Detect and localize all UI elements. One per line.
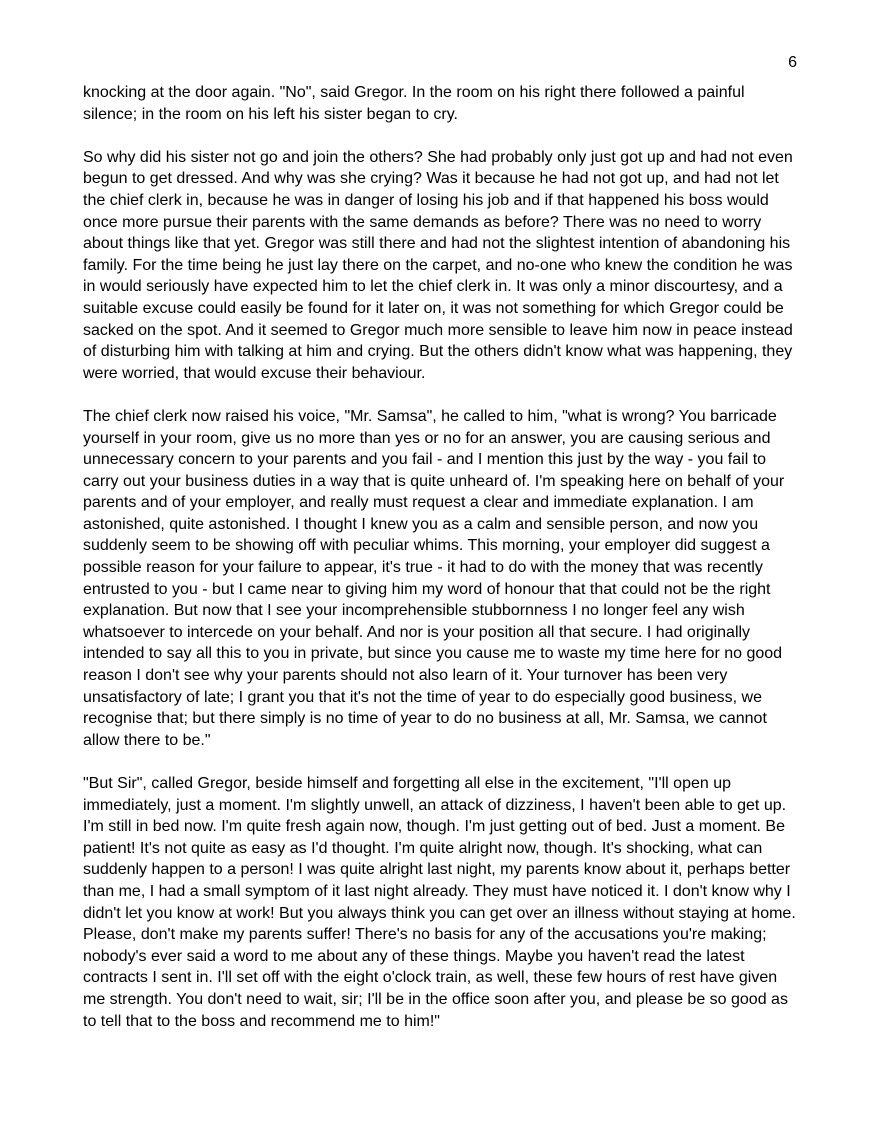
paragraph: knocking at the door again. "No", said Gregor. In the room on his right there followed a painful silence; in the room on his left his sister began to cry.: [83, 84, 745, 123]
page-number: 6: [788, 54, 797, 71]
document-body: [83, 82, 803, 1054]
paragraph: The chief clerk now raised his voice, "Mr. Samsa", he called to him, "what is wrong? You barricade yourself in your room, give us no more than yes or no for an answer, you are causing serious and unnecessary concern to your parents and you fail - and I mention this just by the way - you fail to carry out your business duties in a way that is quite unheard of. I'm speaking here on behalf of your parents and of your employer, and really must request a clear and immediate explanation. I am astonished, quite astonished. I thought I knew you as a calm and sensible person, and now you suddenly seem to be showing off with peculiar whims. This morning, your employer did suggest a possible reason for your failure to appear, it's true - it had to do with the money that was recently entrusted to you - but I came near to giving him my word of honour that that could not be the right explanation. But now that I see your incomprehensible stubbornness I no longer feel any wish whatsoever to intercede on your behalf. And nor is your position all that secure. I had originally intended to say all this to you in private, but since you cause me to waste my time here for no good reason I don't see why your parents should not also learn of it. Your turnover has been very unsatisfactory of late; I grant you that it's not the time of year to do especially good business, we recognise that; but there simply is no time of year to do no business at all, Mr. Samsa, we cannot allow there to be.": [83, 407, 785, 749]
paragraph: "But Sir", called Gregor, beside himself and forgetting all else in the excitement, "I'll open up immediately, just a moment. I'm slightly unwell, an attack of dizziness, I haven't been able to get up. I'm still in bed now. I'm quite fresh again now, though. I'm just getting out of bed. Just a moment. Be patient! It's not quite as easy as I'd thought. I'm quite alright now, though. It's shocking, what can suddenly happen to a person! I was quite alright last night, my parents know about it, perhaps better than me, I had a small symptom of it last night already. They must have noticed it. I don't know why I didn't let you know at work! But you always think you can get over an illness without staying at home. Please, don't make my parents suffer! There's no basis for any of the accusations you're making; nobody's ever said a word to me about any of these things. Maybe you haven't read the latest contracts I sent in. I'll set off with the eight o'clock train, as well, these few hours of rest have given me strength. You don't need to wait, sir; I'll be in the office soon after you, and please be so good as to tell that to the boss and recommend me to him!": [83, 775, 796, 1030]
paragraph: So why did his sister not go and join the others? She had probably only just got up and had not even begun to get dressed. And why was she crying? Was it because he had not got up, and had not let the chief clerk in, because he was in danger of losing his job and if that happened his boss would once more pursue their parents with the same demands as before? There was no need to worry about things like that yet. Gregor was still there and had not the slightest intention of abandoning his family. For the time being he just lay there on the carpet, and no-one who knew the condition he was in would seriously have expected him to let the chief clerk in. It was only a minor discourtesy, and a suitable excuse could easily be found for it later on, it was not something for which Gregor could be sacked on the spot. And it seemed to Gregor much more sensible to leave him now in peace instead of disturbing him with talking at him and crying. But the others didn't know what was happening, they were worried, that would excuse their behaviour.: [83, 148, 793, 382]
